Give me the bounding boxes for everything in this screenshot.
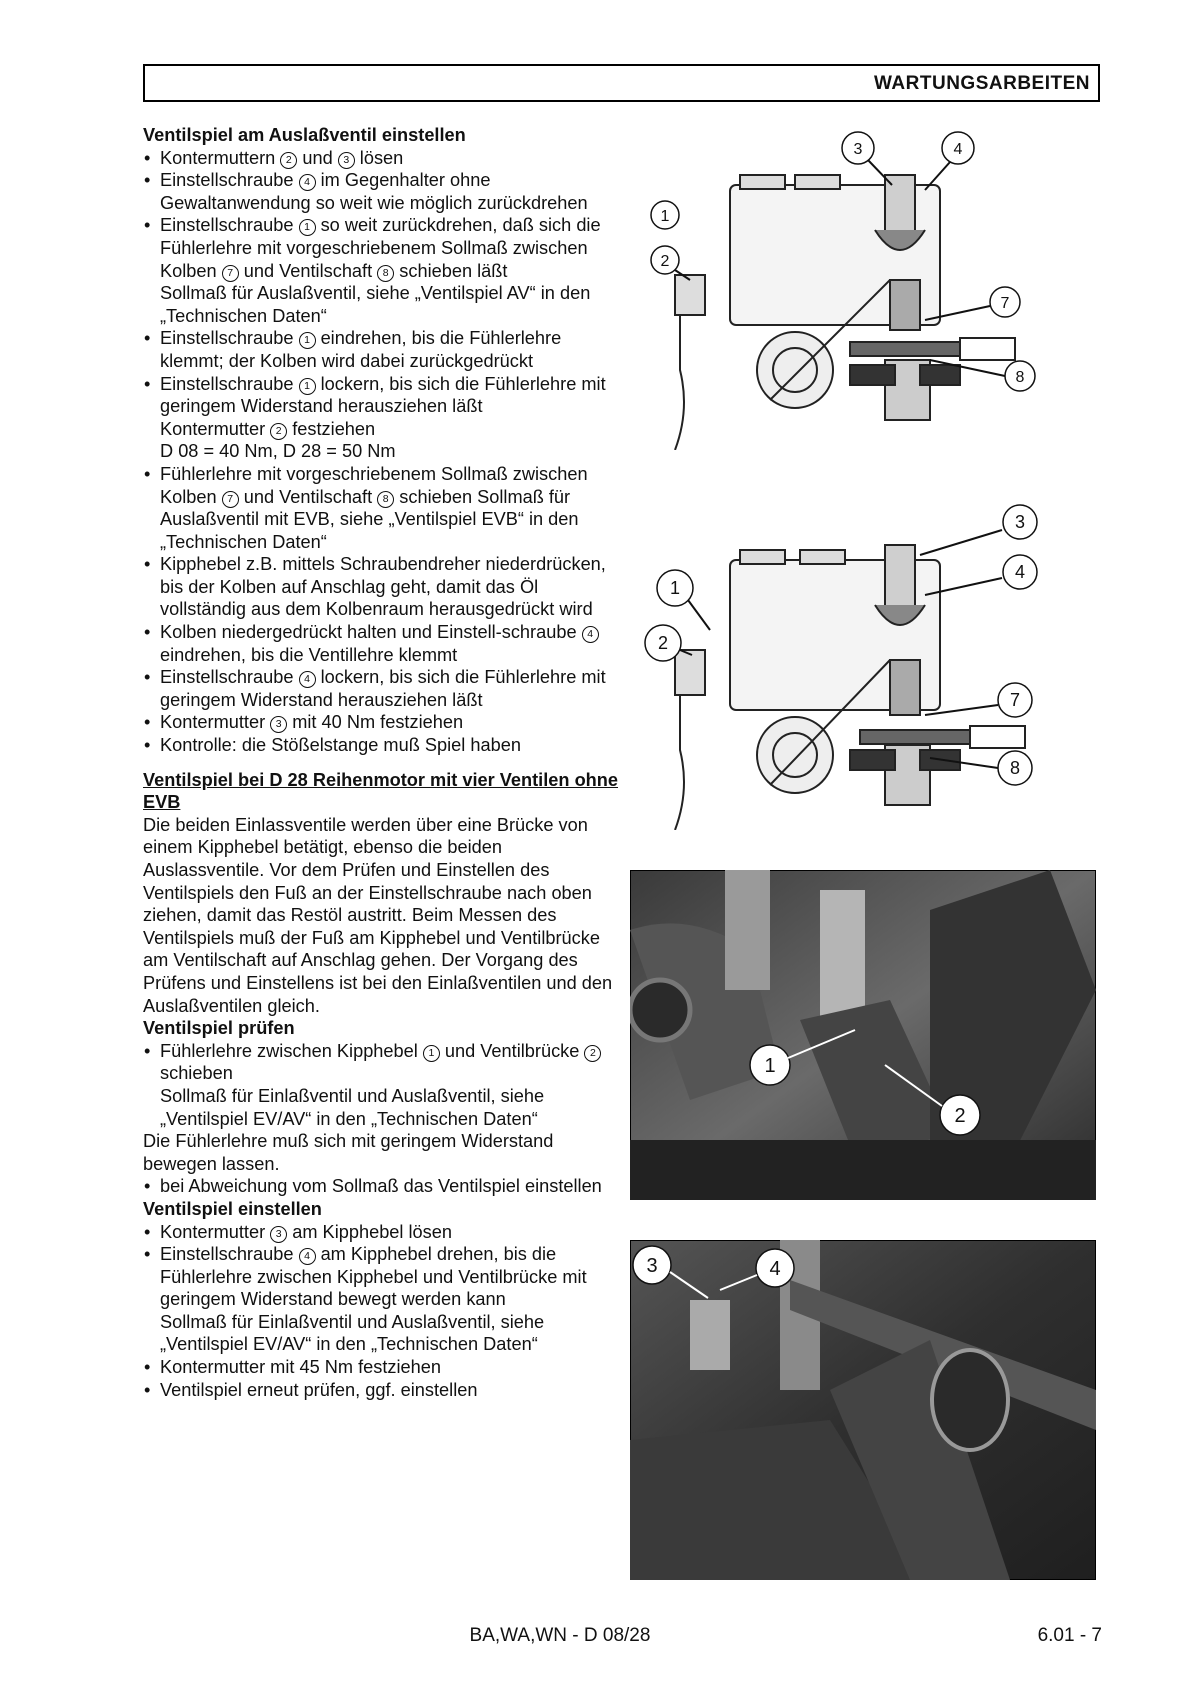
adjust-item-1 — [143, 1221, 623, 1244]
svg-text:8: 8 — [1009, 758, 1021, 778]
svg-text:1: 1 — [660, 208, 670, 225]
header-title: WARTUNGSARBEITEN — [874, 73, 1090, 94]
fig1-callout-3 — [842, 132, 892, 185]
text-run: festziehen — [287, 418, 376, 439]
callout-number: 4 — [299, 174, 316, 191]
section1-item — [143, 553, 623, 621]
callout-number: 1 — [299, 332, 316, 349]
svg-text:4: 4 — [769, 1258, 781, 1280]
callout-number: 8 — [377, 491, 394, 508]
check-note: Die Fühlerlehre muß sich mit geringem Widerstand bewegen lassen. — [143, 1131, 554, 1174]
text-run: Einstellschraube — [160, 328, 299, 349]
text-run: mit 40 Nm festziehen — [287, 712, 464, 733]
text-run: und Ventilbrücke — [439, 1040, 585, 1061]
callout-number: 4 — [582, 626, 599, 643]
text-run: am Kipphebel drehen, bis die Fühlerlehre zwischen Kipphebel und Ventilbrücke mit geringem Widerstand bewegt werden kann — [160, 1244, 587, 1310]
text-run: Kontermutter — [160, 712, 271, 733]
section2-paragraph: Die beiden Einlassventile werden über eine Brücke von einem Kipphebel betätigt, ebenso die beiden Auslassventile. Vor dem Prüfen und Einstellen des Ventilspiels den Fuß an der Einstellschraube nach oben ziehen, damit das Restöl austritt. Beim Messen des Ventilspiels muß der Fuß am Kipphebel und Ventilbrücke am Ventilschaft auf Anschlag gehen. Der Vorgang des Prüfens und Einstellens ist bei den Einlaßventilen und den Auslaßventilen gleich. — [143, 814, 613, 1016]
callout-number: 3 — [270, 716, 287, 733]
callout-number: 3 — [270, 1226, 287, 1243]
svg-text:7: 7 — [1009, 690, 1021, 710]
fig1-callout-1 — [651, 201, 679, 229]
callout-number: 7 — [222, 491, 239, 508]
section1-item-sub: D 08 = 40 Nm, D 28 = 50 Nm — [160, 441, 396, 462]
svg-text:2: 2 — [657, 633, 669, 653]
section1-item — [143, 621, 623, 666]
text-run: lockern, bis sich die Fühlerlehre mit geringem Widerstand herausziehen läßt — [160, 373, 606, 417]
callout-number: 2 — [584, 1045, 601, 1062]
text-column — [143, 124, 623, 1401]
section1-item — [143, 214, 623, 327]
fig2-callout-7 — [925, 683, 1032, 717]
section1-item — [143, 734, 623, 757]
section1-item — [143, 327, 623, 372]
svg-text:3: 3 — [1014, 512, 1026, 532]
text-run: schieben Sollmaß für Auslaßventil mit EVB, siehe „Ventilspiel EVB“ in den „Technischen Daten“ — [160, 486, 579, 552]
section1-item — [143, 463, 623, 553]
fig2-callout-1 — [657, 570, 710, 630]
fig1-callout-4 — [925, 132, 974, 190]
text-run: Einstellschraube — [160, 1244, 299, 1265]
text-run: und — [297, 147, 338, 168]
text-run: Kontermutter — [160, 1221, 271, 1242]
svg-text:3: 3 — [853, 141, 863, 158]
text-run: schieben läßt — [394, 260, 508, 281]
callout-number: 7 — [222, 265, 239, 282]
section1-item — [143, 147, 623, 170]
callout-number: 4 — [299, 1248, 316, 1265]
section1-item — [143, 169, 623, 214]
check-item-1-sub: Sollmaß für Einlaßventil und Auslaßventil, siehe „Ventilspiel EV/AV“ in den „Technischen Daten“ — [160, 1085, 545, 1129]
callout-number: 8 — [377, 265, 394, 282]
fig2-callout-4 — [925, 555, 1037, 595]
text-run: im Gegenhalter ohne Gewaltanwendung so weit wie möglich zurückdrehen — [160, 170, 588, 213]
valve-diagram-2 — [630, 500, 1060, 830]
svg-text:2: 2 — [954, 1105, 966, 1127]
text-run: Kipphebel z.B. mittels Schraubendreher niederdrücken, bis der Kolben auf Anschlag geht, damit das Öl vollständig aus dem Kolbenraum herausgedrückt wird — [160, 554, 606, 620]
callout-number: 2 — [280, 152, 297, 169]
text-run: lösen — [354, 147, 404, 168]
svg-text:3: 3 — [646, 1255, 658, 1277]
svg-text:1: 1 — [669, 578, 681, 598]
text-run: Einstellschraube — [160, 170, 299, 191]
text-run: und Ventilschaft — [238, 486, 378, 507]
svg-text:7: 7 — [1000, 295, 1010, 312]
adjust-heading: Ventilspiel einstellen — [143, 1198, 322, 1219]
adjust-item-2-sub: Sollmaß für Einlaßventil und Auslaßventil, siehe „Ventilspiel EV/AV“ in den „Technischen Daten“ — [160, 1311, 545, 1355]
section1-heading: Ventilspiel am Auslaßventil einstellen — [143, 125, 466, 145]
adjust-item-4: • Ventilspiel erneut prüfen, ggf. einstellen — [143, 1379, 623, 1402]
callout-number: 1 — [299, 219, 316, 236]
check-item-2: • bei Abweichung vom Sollmaß das Ventilspiel einstellen — [143, 1175, 623, 1198]
callout-number: 1 — [299, 378, 316, 395]
text-run: schieben — [160, 1063, 233, 1084]
text-run: Fühlerlehre zwischen Kipphebel — [160, 1040, 423, 1061]
section1-item — [143, 666, 623, 711]
section1-item-sub: Sollmaß für Auslaßventil, siehe „Ventilspiel AV“ in den „Technischen Daten“ — [160, 283, 591, 326]
adjust-item-3: • Kontermutter mit 45 Nm festziehen — [143, 1356, 623, 1379]
footer-page-number: 6.01 - 7 — [1037, 1625, 1102, 1646]
text-run: Einstellschraube — [160, 373, 299, 394]
callout-number: 1 — [423, 1045, 440, 1062]
callout-number: 2 — [270, 423, 287, 440]
callout-number: 3 — [338, 152, 355, 169]
fig2-callout-3 — [920, 505, 1037, 555]
check-item-1 — [143, 1040, 623, 1130]
svg-text:4: 4 — [953, 141, 963, 158]
valve-diagram-1 — [630, 130, 1060, 450]
text-run: Kontermuttern — [160, 147, 281, 168]
adjust-item-2 — [143, 1243, 623, 1356]
text-run: Einstellschraube — [160, 667, 299, 688]
check-heading: Ventilspiel prüfen — [143, 1018, 295, 1039]
svg-text:2: 2 — [660, 253, 670, 270]
text-run: Kontrolle: die Stößelstange muß Spiel haben — [160, 735, 521, 756]
text-run: eindrehen, bis die Ventillehre klemmt — [160, 644, 458, 665]
header-box — [143, 64, 1100, 102]
footer-doc-id: BA,WA,WN - D 08/28 — [469, 1625, 651, 1646]
section1-list — [143, 147, 623, 757]
text-run: und Ventilschaft — [238, 260, 378, 281]
text-run: Kontermutter — [160, 418, 271, 439]
fig1-callout-2 — [651, 246, 690, 280]
text-run: eindrehen, bis die Fühlerlehre klemmt; der Kolben wird dabei zurückgedrückt — [160, 328, 562, 371]
section1-item — [143, 711, 623, 734]
svg-text:8: 8 — [1015, 369, 1025, 386]
engine-photo-1 — [630, 870, 1096, 1200]
text-run: Kolben niedergedrückt halten und Einstell-schraube — [160, 622, 582, 643]
section1-item — [143, 373, 623, 463]
svg-text:1: 1 — [764, 1055, 776, 1077]
text-run: am Kipphebel lösen — [287, 1221, 452, 1242]
text-run: lockern, bis sich die Fühlerlehre mit geringem Widerstand herausziehen läßt — [160, 667, 606, 710]
section1-item-sub — [160, 418, 623, 441]
text-run: Einstellschraube — [160, 215, 299, 236]
engine-photo-2 — [630, 1240, 1096, 1580]
svg-text:4: 4 — [1014, 562, 1026, 582]
callout-number: 4 — [299, 671, 316, 688]
text-run: so weit zurückdrehen, daß sich die Fühlerlehre mit vorgeschriebenem Sollmaß zwischen Kolben — [160, 215, 601, 281]
text-run: Fühlerlehre mit vorgeschriebenem Sollmaß zwischen Kolben — [160, 463, 588, 507]
section2-heading: Ventilspiel bei D 28 Reihenmotor mit vier Ventilen ohne EVB — [143, 769, 619, 813]
